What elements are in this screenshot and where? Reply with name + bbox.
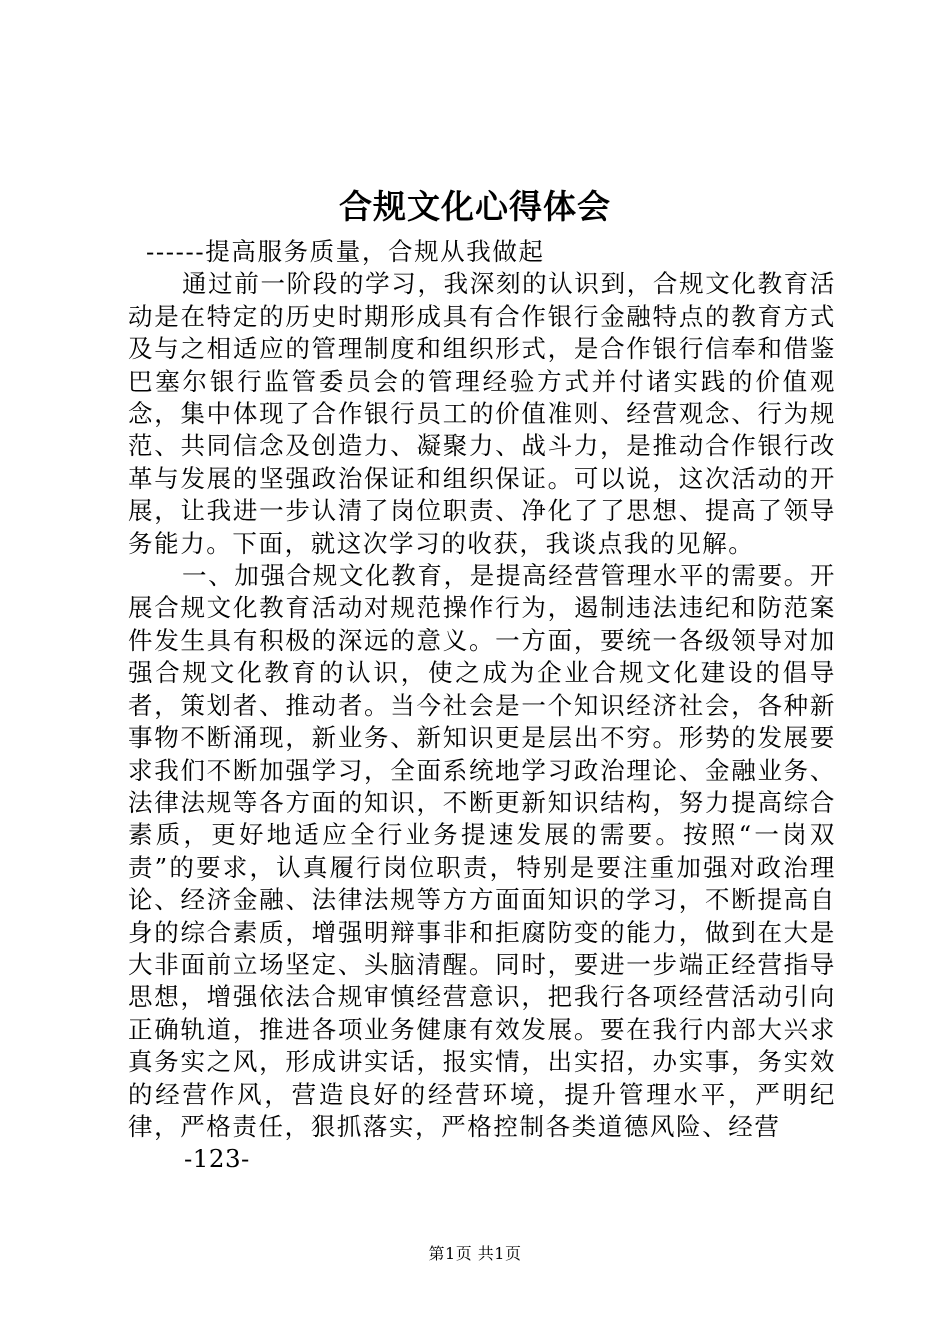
inline-page-marker: -123-: [184, 1144, 250, 1174]
page-footer: 第1页 共1页: [428, 1244, 522, 1263]
document-body: [128, 236, 836, 1176]
document-subtitle: ------提高服务质量，合规从我做起: [146, 237, 545, 266]
body-paragraph-1: 通过前一阶段的学习，我深刻的认识到，合规文化教育活动是在特定的历史时期形成具有合作银行金融特点的教育方式及与之相适应的管理制度和组织形式，是合作银行信奉和借鉴巴塞尔银行监管委员会的管理经验方式并付诸实践的价值观念，集中体现了合作银行员工的价值准则、经营观念、行为规范、共同信念及创造力、凝聚力、战斗力，是推动合作银行改革与发展的坚强政治保证和组织保证。可以说，这次活动的开展，让我进一步认清了岗位职责、净化了了思想、提高了领导务能力。下面，就这次学习的收获，我谈点我的见解。: [128, 269, 836, 558]
body-paragraph-2: 一、加强合规文化教育，是提高经营管理水平的需要。开展合规文化教育活动对规范操作行为，遏制违法违纪和防范案件发生具有积极的深远的意义。一方面，要统一各级领导对加强合规文化教育的认识，使之成为企业合规文化建设的倡导者，策划者、推动者。当今社会是一个知识经济社会，各种新事物不断涌现，新业务、新知识更是层出不穷。形势的发展要求我们不断加强学习，全面系统地学习政治理论、金融业务、法律法规等各方面的知识，不断更新知识结构，努力提高综合素质，更好地适应全行业务提速发展的需要。按照“一岗双责”的要求，认真履行岗位职责，特别是要注重加强对政治理论、经济金融、法律法规等方方面面知识的学习，不断提高自身的综合素质，增强明辩事非和拒腐防变的能力，做到在大是大非面前立场坚定、头脑清醒。同时，要进一步端正经营指导思想，增强依法合规审慎经营意识，把我行各项经营活动引向正确轨道，推进各项业务健康有效发展。要在我行内部大兴求真务实之风，形成讲实话，报实情，出实招，办实事，务实效的经营作风，营造良好的经营环境，提升管理水平，严明纪律，严格责任，狠抓落实，严格控制各类道德风险、经营: [128, 561, 836, 1141]
document-title: 合规文化心得体会: [339, 187, 611, 226]
